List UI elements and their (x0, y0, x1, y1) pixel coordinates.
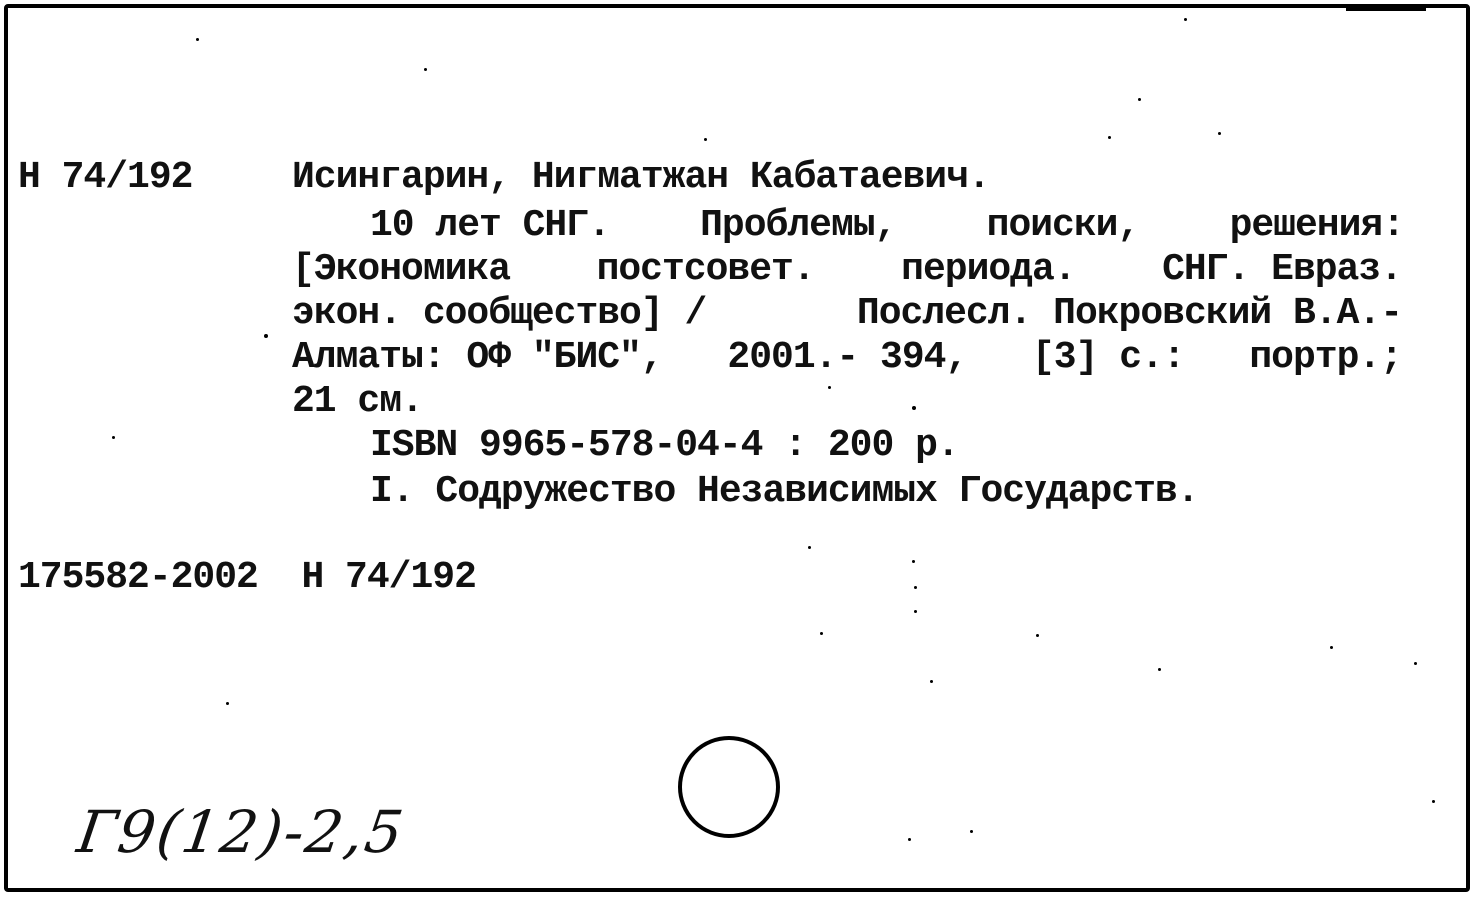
punch-hole-circle (678, 736, 780, 838)
title-line-1-part-2: Проблемы, (700, 204, 897, 247)
speck (914, 610, 917, 613)
physical-size: 21 см. (292, 380, 423, 423)
speck (704, 138, 707, 141)
catalog-card (4, 4, 1470, 892)
speck (820, 632, 823, 635)
speck (908, 838, 911, 841)
inventory-line: 175582-2002 Н 74/192 (18, 556, 476, 599)
speck (424, 68, 427, 71)
title-line-1-part-4: решения: (1229, 204, 1404, 247)
title-line-4-part-3: [3] с.: (1031, 336, 1185, 379)
speck (226, 702, 229, 705)
speck (1158, 668, 1161, 671)
speck (912, 560, 915, 563)
title-line-3-part-1: экон. сообщество] / (292, 292, 707, 335)
title-line-2 (292, 248, 1402, 292)
title-line-3 (292, 292, 1402, 336)
title-line-4-part-1: Алматы: ОФ "БИС", (292, 336, 663, 379)
title-line-2-part-2: постсовет. (596, 248, 815, 291)
speck (930, 680, 933, 683)
speck (1414, 662, 1417, 665)
author-heading: Исингарин, Нигматжан Кабатаевич. (292, 156, 990, 199)
speck (1184, 18, 1187, 21)
title-line-2-part-1: [Экономика (292, 248, 511, 291)
shelf-mark: Н 74/192 (18, 156, 193, 199)
title-line-4-part-4: портр.; (1249, 336, 1402, 379)
speck (808, 546, 811, 549)
subject-line: I. Содружество Независимых Государств. (370, 470, 1199, 513)
title-line-3-part-2: Послесл. Покровский В.А.- (856, 292, 1402, 335)
speck (912, 406, 916, 410)
speck (914, 586, 917, 589)
speck (1330, 646, 1333, 649)
title-line-1 (370, 204, 1404, 248)
speck (970, 830, 973, 833)
title-line-1-part-1: 10 лет СНГ. (370, 204, 610, 247)
speck (1036, 634, 1039, 637)
top-edge-mark (1346, 8, 1426, 11)
isbn-line: ISBN 9965-578-04-4 : 200 р. (370, 424, 959, 467)
handwritten-classification: Г9(12)-2,5 (73, 798, 409, 866)
speck (1138, 98, 1141, 101)
speck (1108, 136, 1111, 139)
speck (112, 436, 115, 439)
title-line-2-part-4: СНГ. Евраз. (1162, 248, 1402, 291)
title-line-2-part-3: периода. (901, 248, 1076, 291)
speck (196, 38, 199, 41)
speck (1218, 132, 1221, 135)
speck (264, 334, 268, 338)
title-line-4 (292, 336, 1402, 380)
speck (828, 386, 831, 389)
speck (1432, 800, 1435, 803)
title-line-1-part-3: поиски, (986, 204, 1140, 247)
title-line-4-part-2: 2001.- 394, (727, 336, 968, 379)
